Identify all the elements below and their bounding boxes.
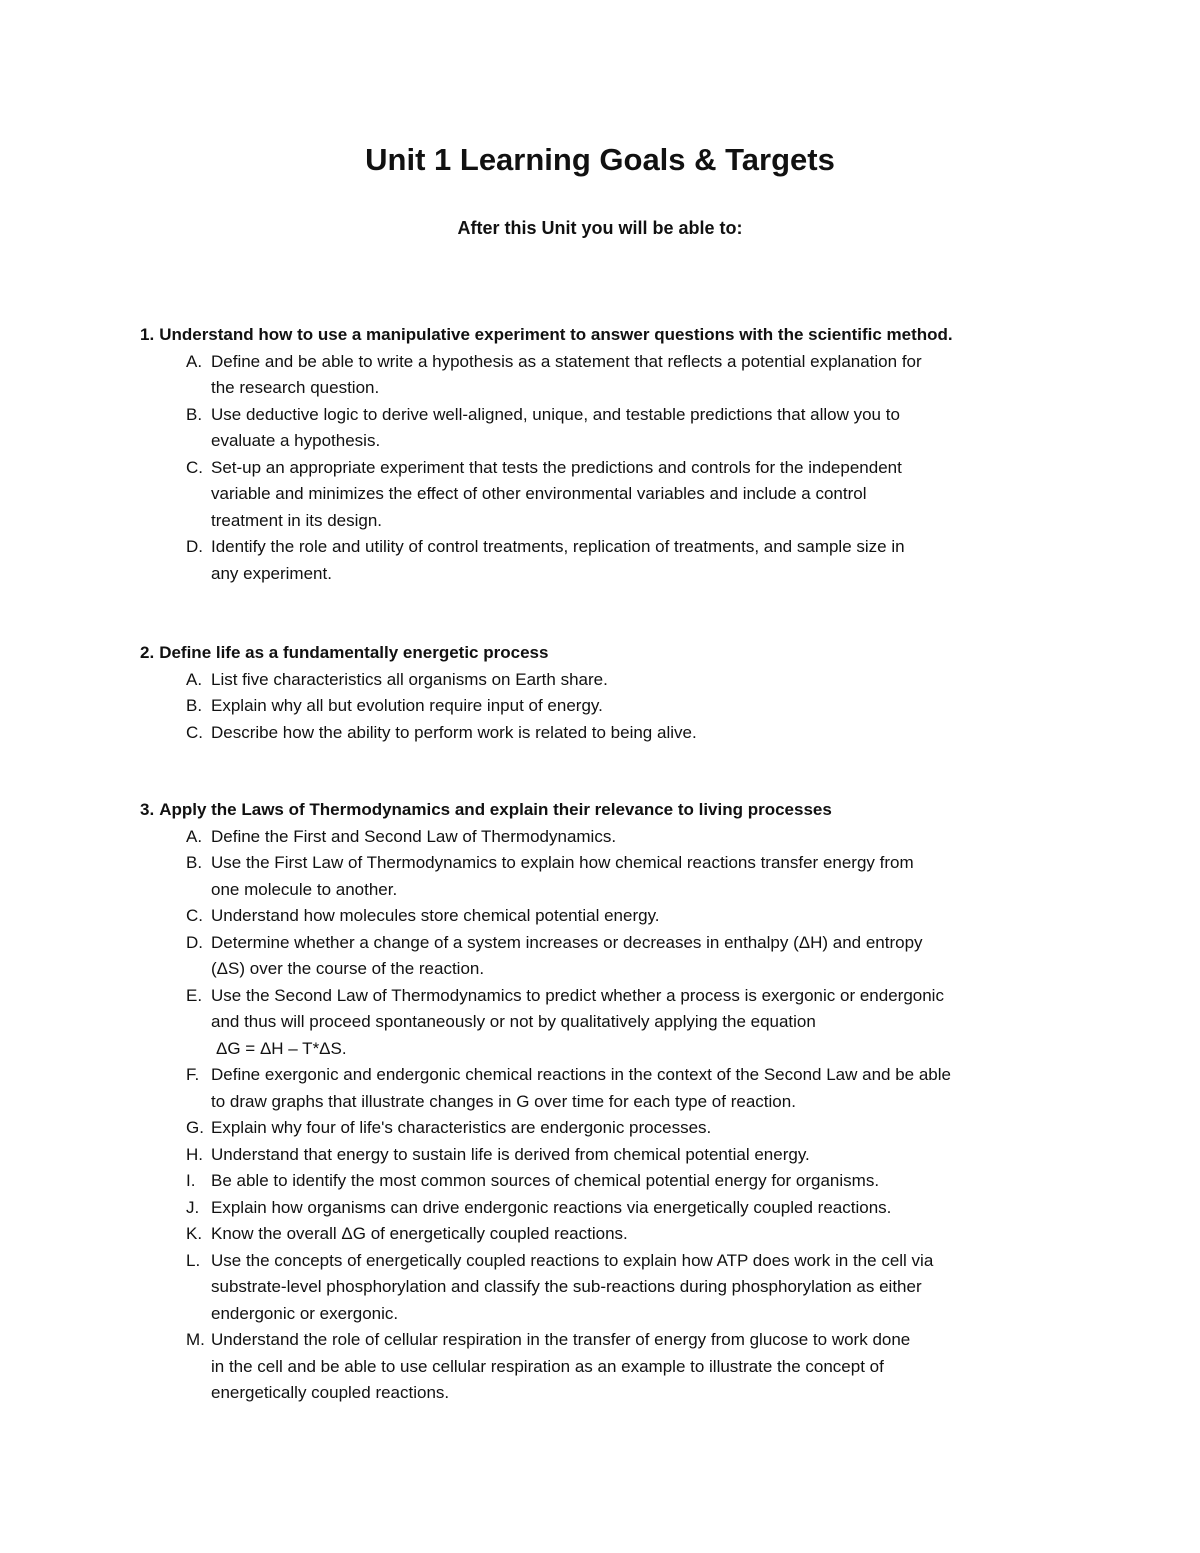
goal-number: 2. bbox=[140, 643, 155, 662]
learning-target bbox=[140, 930, 1080, 983]
target-text-line: treatment in its design. bbox=[211, 510, 383, 530]
target-text-line: to draw graphs that illustrate changes in G over time for each type of reaction. bbox=[211, 1091, 796, 1111]
goal-number: 1. bbox=[140, 325, 155, 344]
target-text-line: Set-up an appropriate experiment that tests the predictions and controls for the independent bbox=[211, 457, 902, 477]
learning-target bbox=[140, 1115, 1080, 1142]
target-text-line: Explain how organisms can drive endergonic reactions via energetically coupled reactions. bbox=[211, 1197, 892, 1217]
goal-section-2 bbox=[140, 640, 1080, 746]
target-text bbox=[211, 1221, 1061, 1248]
learning-target bbox=[140, 983, 1080, 1063]
target-text-line: List five characteristics all organisms on Earth share. bbox=[211, 669, 608, 689]
target-text bbox=[211, 349, 1061, 402]
target-text bbox=[211, 1195, 1061, 1222]
target-text-line: Understand the role of cellular respiration in the transfer of energy from glucose to work done bbox=[211, 1330, 911, 1349]
target-text-line: Define and be able to write a hypothesis as a statement that reflects a potential explanation for bbox=[211, 351, 922, 371]
target-text-line: Define the First and Second Law of Thermodynamics. bbox=[211, 826, 617, 846]
target-letter: I. bbox=[186, 1171, 196, 1190]
target-text bbox=[211, 850, 1061, 903]
target-text bbox=[211, 983, 1061, 1063]
target-letter: L. bbox=[186, 1250, 201, 1270]
target-letter: K. bbox=[186, 1224, 203, 1243]
target-text-line: Use the Second Law of Thermodynamics to predict whether a process is exergonic or endergonic bbox=[211, 985, 944, 1005]
target-letter: M. bbox=[186, 1330, 205, 1349]
target-letter: E. bbox=[186, 985, 203, 1005]
target-text-line: Use deductive logic to derive well-aligned, unique, and testable predictions that allow you to bbox=[211, 404, 900, 424]
target-letter: J. bbox=[186, 1197, 200, 1217]
learning-target bbox=[140, 402, 1080, 455]
target-text-line: substrate-level phosphorylation and classify the sub-reactions during phosphorylation as either bbox=[211, 1277, 922, 1296]
learning-target bbox=[140, 1195, 1080, 1222]
target-letter: A. bbox=[186, 669, 203, 689]
learning-target bbox=[140, 455, 1080, 535]
target-text-line: endergonic or exergonic. bbox=[211, 1303, 399, 1323]
target-letter: C. bbox=[186, 906, 203, 925]
learning-target bbox=[140, 349, 1080, 402]
target-letter: B. bbox=[186, 696, 203, 715]
goal-section-3 bbox=[140, 797, 1080, 1407]
learning-target bbox=[140, 1221, 1080, 1248]
target-letter: A. bbox=[186, 826, 203, 846]
goal-section-1 bbox=[140, 322, 1080, 587]
learning-target bbox=[140, 903, 1080, 930]
target-text bbox=[211, 1062, 1061, 1115]
target-text-line: Understand how molecules store chemical potential energy. bbox=[211, 906, 660, 925]
learning-target bbox=[140, 720, 1080, 747]
target-text bbox=[211, 1115, 1061, 1142]
target-text-line: one molecule to another. bbox=[211, 879, 398, 899]
target-text-line: energetically coupled reactions. bbox=[211, 1383, 450, 1402]
target-text-line: the research question. bbox=[211, 378, 380, 397]
target-text bbox=[211, 930, 1061, 983]
target-text-line: Explain why all but evolution require input of energy. bbox=[211, 696, 603, 715]
target-text-line: ΔG = ΔH – T*ΔS. bbox=[216, 1038, 347, 1058]
target-text bbox=[211, 534, 1061, 587]
goal-text: Apply the Laws of Thermodynamics and explain their relevance to living processes bbox=[159, 800, 832, 819]
target-text-line: Use the First Law of Thermodynamics to explain how chemical reactions transfer energy from bbox=[211, 853, 914, 872]
learning-target bbox=[140, 1142, 1080, 1169]
target-letter: D. bbox=[186, 537, 203, 556]
target-letter: C. bbox=[186, 457, 203, 477]
target-text bbox=[211, 402, 1061, 455]
target-letter: G. bbox=[186, 1118, 204, 1137]
target-text bbox=[211, 1327, 1061, 1407]
goal-number: 3. bbox=[140, 800, 155, 819]
learning-target bbox=[140, 1168, 1080, 1195]
target-text-line: Be able to identify the most common sources of chemical potential energy for organisms. bbox=[211, 1171, 880, 1190]
target-text-line: Explain why four of life's characteristics are endergonic processes. bbox=[211, 1118, 712, 1137]
target-text-line: Understand that energy to sustain life is derived from chemical potential energy. bbox=[211, 1144, 810, 1164]
target-text-line: any experiment. bbox=[211, 563, 332, 583]
target-letter: C. bbox=[186, 722, 203, 742]
target-text bbox=[211, 824, 1061, 851]
page-title: Unit 1 Learning Goals & Targets bbox=[365, 142, 835, 177]
target-text-line: evaluate a hypothesis. bbox=[211, 431, 381, 450]
target-text-line: and thus will proceed spontaneously or not by qualitatively applying the equation bbox=[211, 1012, 816, 1031]
goal-heading bbox=[140, 640, 1080, 667]
target-text-line: Describe how the ability to perform work is related to being alive. bbox=[211, 722, 697, 742]
target-text bbox=[211, 693, 1061, 720]
learning-target bbox=[140, 1062, 1080, 1115]
target-text-line: Determine whether a change of a system increases or decreases in enthalpy (ΔH) and entropy bbox=[211, 932, 923, 952]
target-text-line: Use the concepts of energetically coupled reactions to explain how ATP does work in the cell via bbox=[211, 1250, 934, 1270]
target-text bbox=[211, 720, 1061, 747]
goal-text: Define life as a fundamentally energetic process bbox=[159, 643, 549, 662]
target-text bbox=[211, 1142, 1061, 1169]
target-text bbox=[211, 1168, 1061, 1195]
target-letter: B. bbox=[186, 404, 203, 424]
learning-target bbox=[140, 824, 1080, 851]
target-letter: F. bbox=[186, 1065, 200, 1084]
target-text-line: Know the overall ΔG of energetically coupled reactions. bbox=[211, 1224, 628, 1243]
learning-target bbox=[140, 1248, 1080, 1328]
target-text bbox=[211, 903, 1061, 930]
learning-target bbox=[140, 534, 1080, 587]
target-text bbox=[211, 667, 1061, 694]
goal-heading bbox=[140, 322, 1080, 349]
target-letter: D. bbox=[186, 932, 203, 952]
learning-target bbox=[140, 693, 1080, 720]
goal-text: Understand how to use a manipulative experiment to answer questions with the scientific method. bbox=[159, 325, 953, 344]
learning-target bbox=[140, 667, 1080, 694]
target-letter: H. bbox=[186, 1144, 203, 1164]
target-text-line: in the cell and be able to use cellular respiration as an example to illustrate the concept of bbox=[211, 1356, 884, 1376]
page-subtitle: After this Unit you will be able to: bbox=[457, 218, 743, 238]
target-text-line: Define exergonic and endergonic chemical reactions in the context of the Second Law and be able bbox=[211, 1065, 951, 1084]
learning-target bbox=[140, 850, 1080, 903]
target-text-line: (ΔS) over the course of the reaction. bbox=[211, 959, 485, 978]
target-letter: B. bbox=[186, 853, 203, 872]
target-text-line: variable and minimizes the effect of other environmental variables and include a control bbox=[211, 484, 867, 503]
target-text bbox=[211, 455, 1061, 535]
target-text-line: Identify the role and utility of control treatments, replication of treatments, and sample size in bbox=[211, 537, 905, 556]
learning-target bbox=[140, 1327, 1080, 1407]
target-letter: A. bbox=[186, 351, 203, 371]
goal-heading bbox=[140, 797, 1080, 824]
target-text bbox=[211, 1248, 1061, 1328]
